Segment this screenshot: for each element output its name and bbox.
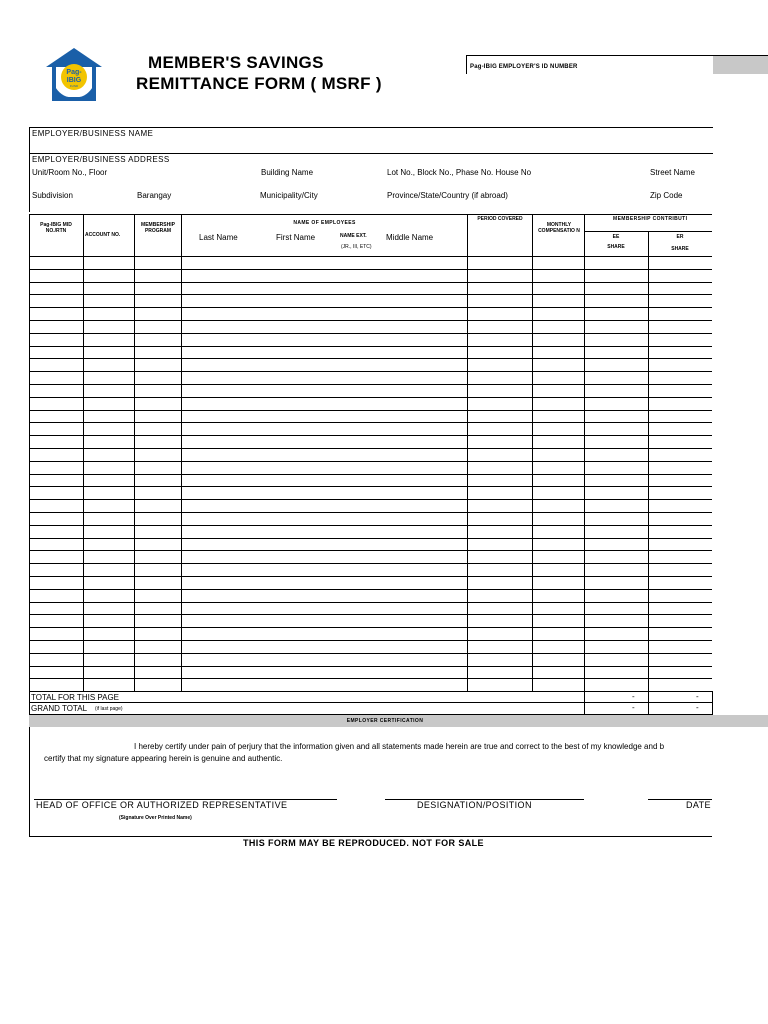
col-period-header: PERIOD COVERED [477,216,523,222]
table-row[interactable] [29,371,712,372]
table-row[interactable] [29,282,712,283]
table-row[interactable] [29,397,712,398]
table-row[interactable] [29,320,712,321]
table-row[interactable] [29,358,712,359]
table-row[interactable] [29,294,712,295]
logo-text-top: Pag- [66,69,82,76]
date-label: DATE [686,800,711,810]
table-row[interactable] [29,678,712,679]
barangay-label: Barangay [137,191,172,200]
form-title-line2: REMITTANCE FORM ( MSRF ) [136,74,382,93]
grand-total-er: - [696,703,699,712]
form-title-line1: MEMBER'S SAVINGS [148,53,324,72]
signature-hint: (Signature Over Printed Name) [119,815,192,821]
municipality-label: Municipality/City [260,191,318,200]
table-row[interactable] [29,269,712,270]
grand-total-ee: - [632,703,635,712]
table-row[interactable] [29,550,712,551]
table-row[interactable] [29,576,712,577]
employer-address-label: EMPLOYER/BUSINESS ADDRESS [32,155,170,164]
head-of-office-label: HEAD OF OFFICE OR AUTHORIZED REPRESENTATIVE [36,800,288,810]
footer-note: THIS FORM MAY BE REPRODUCED. NOT FOR SALE [243,838,484,848]
employer-info-section [29,127,713,212]
col-last-header: Last Name [199,233,238,242]
col-program-header: MEMBERSHIP PROGRAM [141,222,175,234]
table-row[interactable] [29,486,712,487]
table-row[interactable] [29,512,712,513]
designation-label: DESIGNATION/POSITION [417,800,532,810]
total-page-ee: - [632,692,635,701]
col-ext-header: NAME EXT. [340,233,367,239]
certification-text-line1: I hereby certify under pain of perjury that the information given and all statements made herein are true and correct to the best of my knowledge and b [134,742,665,751]
lot-label: Lot No., Block No., Phase No. House No [387,168,532,177]
certification-heading: EMPLOYER CERTIFICATION [346,718,424,724]
table-row[interactable] [29,384,712,385]
form-title [136,52,436,94]
table-row[interactable] [29,563,712,564]
table-row[interactable] [29,410,712,411]
col-er-share: SHARE [671,246,689,252]
table-row[interactable] [29,474,712,475]
logo-text-bottom: IBIG [66,77,82,84]
table-row[interactable] [29,640,712,641]
table-row[interactable] [29,346,712,347]
employer-name-divider [30,153,713,154]
col-monthly-header: MONTHLY COMPENSATIO N [538,222,580,234]
table-row[interactable] [29,589,712,590]
pagibig-logo [44,47,104,103]
employer-name-label: EMPLOYER/BUSINESS NAME [32,129,154,138]
building-label: Building Name [261,168,314,177]
certification-heading-bar [29,715,768,727]
table-row[interactable] [29,602,712,603]
table-row[interactable] [29,307,712,308]
table-row[interactable] [29,461,712,462]
col-mid-header: Pag-IBIG MID NO./RTN [40,222,72,234]
certification-text-line2: certify that my signature appearing herein is genuine and authentic. [44,754,283,763]
col-names-header: NAME OF EMPLOYEES [293,220,356,226]
employer-id-label: Pag-IBIG EMPLOYER'S ID NUMBER [470,64,578,70]
col-ee-share: SHARE [607,244,625,250]
zip-label: Zip Code [650,191,683,200]
col-account-header: ACCOUNT NO. [85,232,121,238]
totals-section [29,691,712,715]
table-row[interactable] [29,538,712,539]
province-label: Province/State/Country (if abroad) [387,191,508,200]
table-row[interactable] [29,627,712,628]
total-page-label: TOTAL FOR THIS PAGE [31,693,120,702]
subdivision-label: Subdivision [32,191,73,200]
table-row[interactable] [29,499,712,500]
table-row[interactable] [29,666,712,667]
col-ext-hint: (JR., III, ETC) [341,244,372,250]
table-row[interactable] [29,435,712,436]
table-row[interactable] [29,653,712,654]
grand-total-hint: (if last page) [95,706,123,712]
table-row[interactable] [29,333,712,334]
employee-contribution-table [29,214,712,692]
employer-id-box[interactable] [466,55,768,74]
certification-section [29,727,712,837]
total-page-er: - [696,692,699,701]
col-er-header: ER [676,234,684,240]
table-row[interactable] [29,422,712,423]
col-contrib-header: MEMBERSHIP CONTRIBUTI [613,216,688,222]
logo-text-small: FUND [69,84,79,88]
street-label: Street Name [650,168,695,177]
unit-label: Unit/Room No., Floor [32,168,108,177]
grand-total-label: GRAND TOTAL [31,704,88,713]
col-first-header: First Name [276,233,316,242]
col-middle-header: Middle Name [386,233,434,242]
table-row[interactable] [29,614,712,615]
table-row[interactable] [29,448,712,449]
employer-id-shading [713,56,768,74]
col-ee-header: EE [612,234,620,240]
table-row[interactable] [29,525,712,526]
